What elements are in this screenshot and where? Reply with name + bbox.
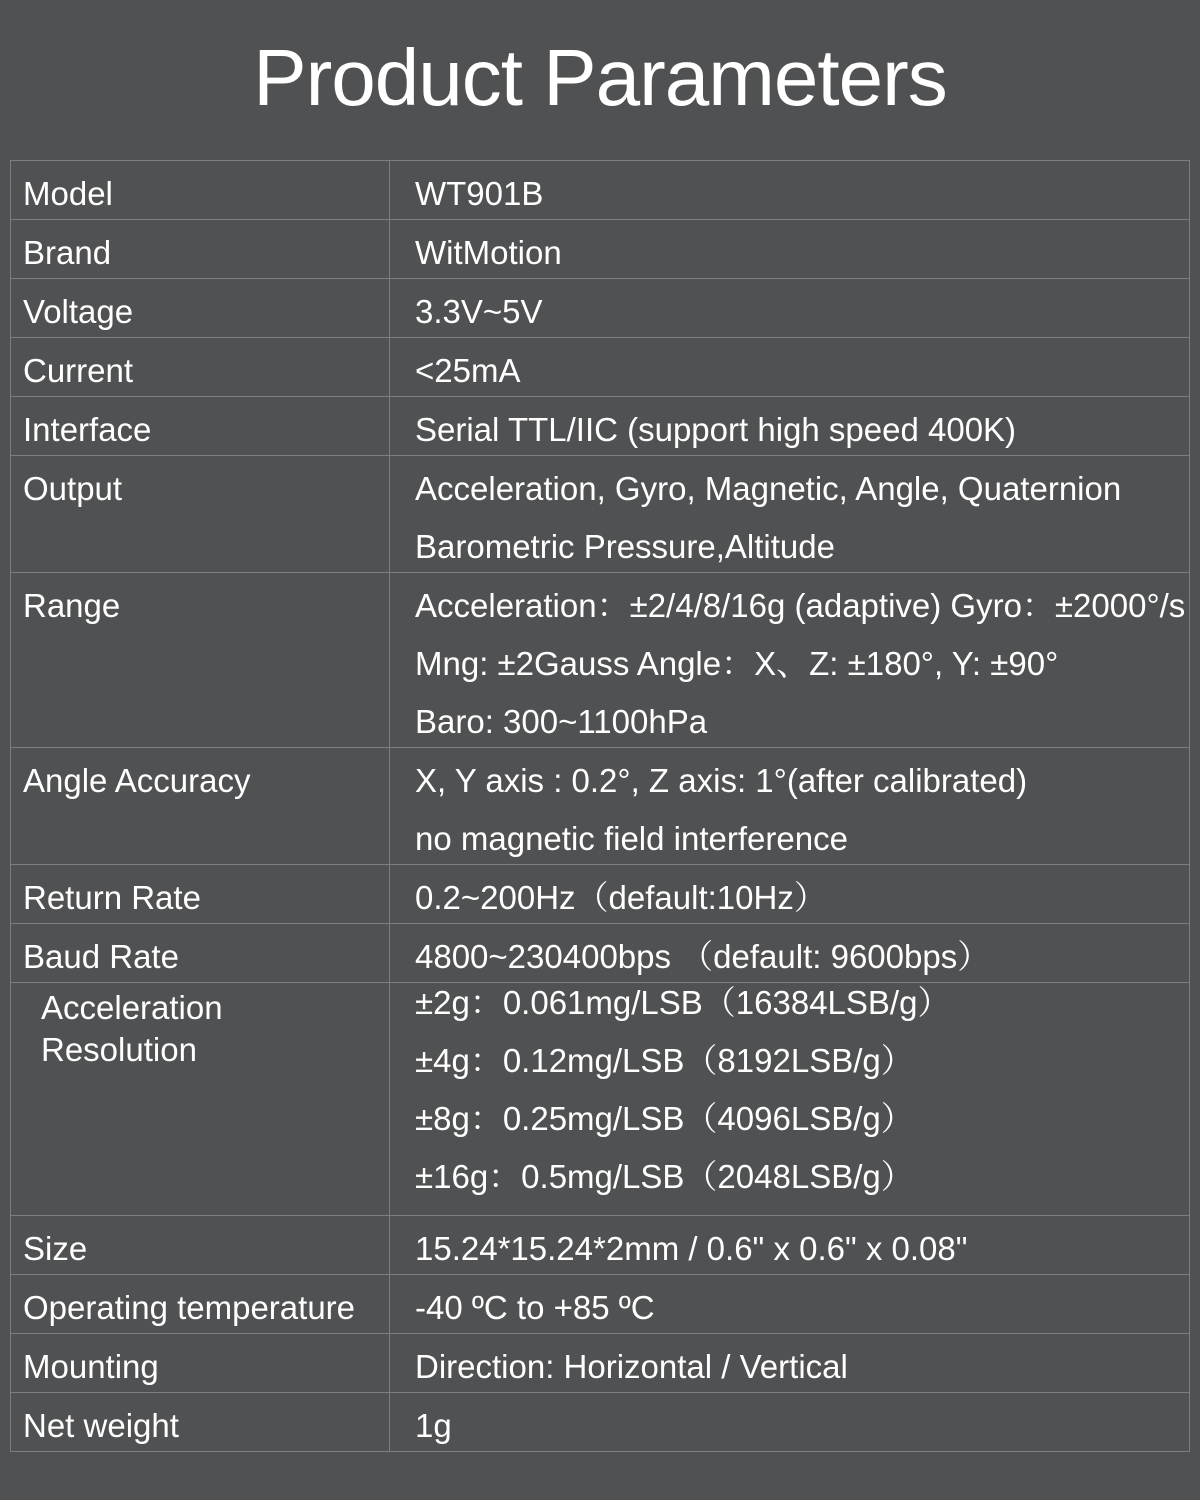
table-row: [11, 865, 1190, 924]
table-row: [11, 748, 1190, 865]
param-key-current: Current: [11, 338, 390, 397]
parameters-table: [10, 160, 1190, 1452]
param-value-range: Acceleration：±2/4/8/16g (adaptive) Gyro：±2000°/s Mng: ±2Gauss Angle：X、Z: ±180°, Y: ±90° Baro: 300~1100hPa: [390, 573, 1190, 748]
param-value-output: Acceleration, Gyro, Magnetic, Angle, Quaternion Barometric Pressure,Altitude: [390, 456, 1190, 573]
table-row: [11, 220, 1190, 279]
table-row: [11, 279, 1190, 338]
param-key-operating-temperature: Operating temperature: [11, 1275, 390, 1334]
param-key-model: Model: [11, 161, 390, 220]
table-row: [11, 161, 1190, 220]
page-title: Product Parameters: [253, 33, 947, 122]
param-key-mounting: Mounting: [11, 1334, 390, 1393]
param-key-brand: Brand: [11, 220, 390, 279]
param-key-baud-rate: Baud Rate: [11, 924, 390, 983]
param-value-brand: WitMotion: [390, 220, 1190, 279]
param-value-current: <25mA: [390, 338, 1190, 397]
param-key-range: Range: [11, 573, 390, 748]
param-value-acceleration-resolution: ±2g：0.061mg/LSB（16384LSB/g） ±4g：0.12mg/LSB（8192LSB/g） ±8g：0.25mg/LSB（4096LSB/g） ±16g：0.5mg/LSB（2048LSB/g）: [390, 983, 1190, 1216]
table-row: [11, 338, 1190, 397]
param-value-operating-temperature: -40 ºC to +85 ºC: [390, 1275, 1190, 1334]
param-value-mounting: Direction: Horizontal / Vertical: [390, 1334, 1190, 1393]
table-row: [11, 1216, 1190, 1275]
param-key-acceleration-resolution: Acceleration Resolution: [11, 983, 390, 1216]
param-value-model: WT901B: [390, 161, 1190, 220]
table-row: [11, 456, 1190, 573]
table-row: [11, 1275, 1190, 1334]
param-key-return-rate: Return Rate: [11, 865, 390, 924]
param-key-voltage: Voltage: [11, 279, 390, 338]
table-row: [11, 1393, 1190, 1452]
param-value-interface: Serial TTL/IIC (support high speed 400K): [390, 397, 1190, 456]
param-value-angle-accuracy: X, Y axis : 0.2°, Z axis: 1°(after calibrated) no magnetic field interference: [390, 748, 1190, 865]
param-value-net-weight: 1g: [390, 1393, 1190, 1452]
param-key-interface: Interface: [11, 397, 390, 456]
param-key-net-weight: Net weight: [11, 1393, 390, 1452]
param-value-baud-rate: 4800~230400bps （default: 9600bps）: [390, 924, 1190, 983]
table-row: [11, 573, 1190, 748]
table-row: [11, 1334, 1190, 1393]
param-value-return-rate: 0.2~200Hz（default:10Hz）: [390, 865, 1190, 924]
param-key-angle-accuracy: Angle Accuracy: [11, 748, 390, 865]
param-value-size: 15.24*15.24*2mm / 0.6" x 0.6" x 0.08": [390, 1216, 1190, 1275]
param-key-output: Output: [11, 456, 390, 573]
param-key-size: Size: [11, 1216, 390, 1275]
table-row: [11, 983, 1190, 1216]
param-value-voltage: 3.3V~5V: [390, 279, 1190, 338]
table-row: [11, 397, 1190, 456]
table-row: [11, 924, 1190, 983]
